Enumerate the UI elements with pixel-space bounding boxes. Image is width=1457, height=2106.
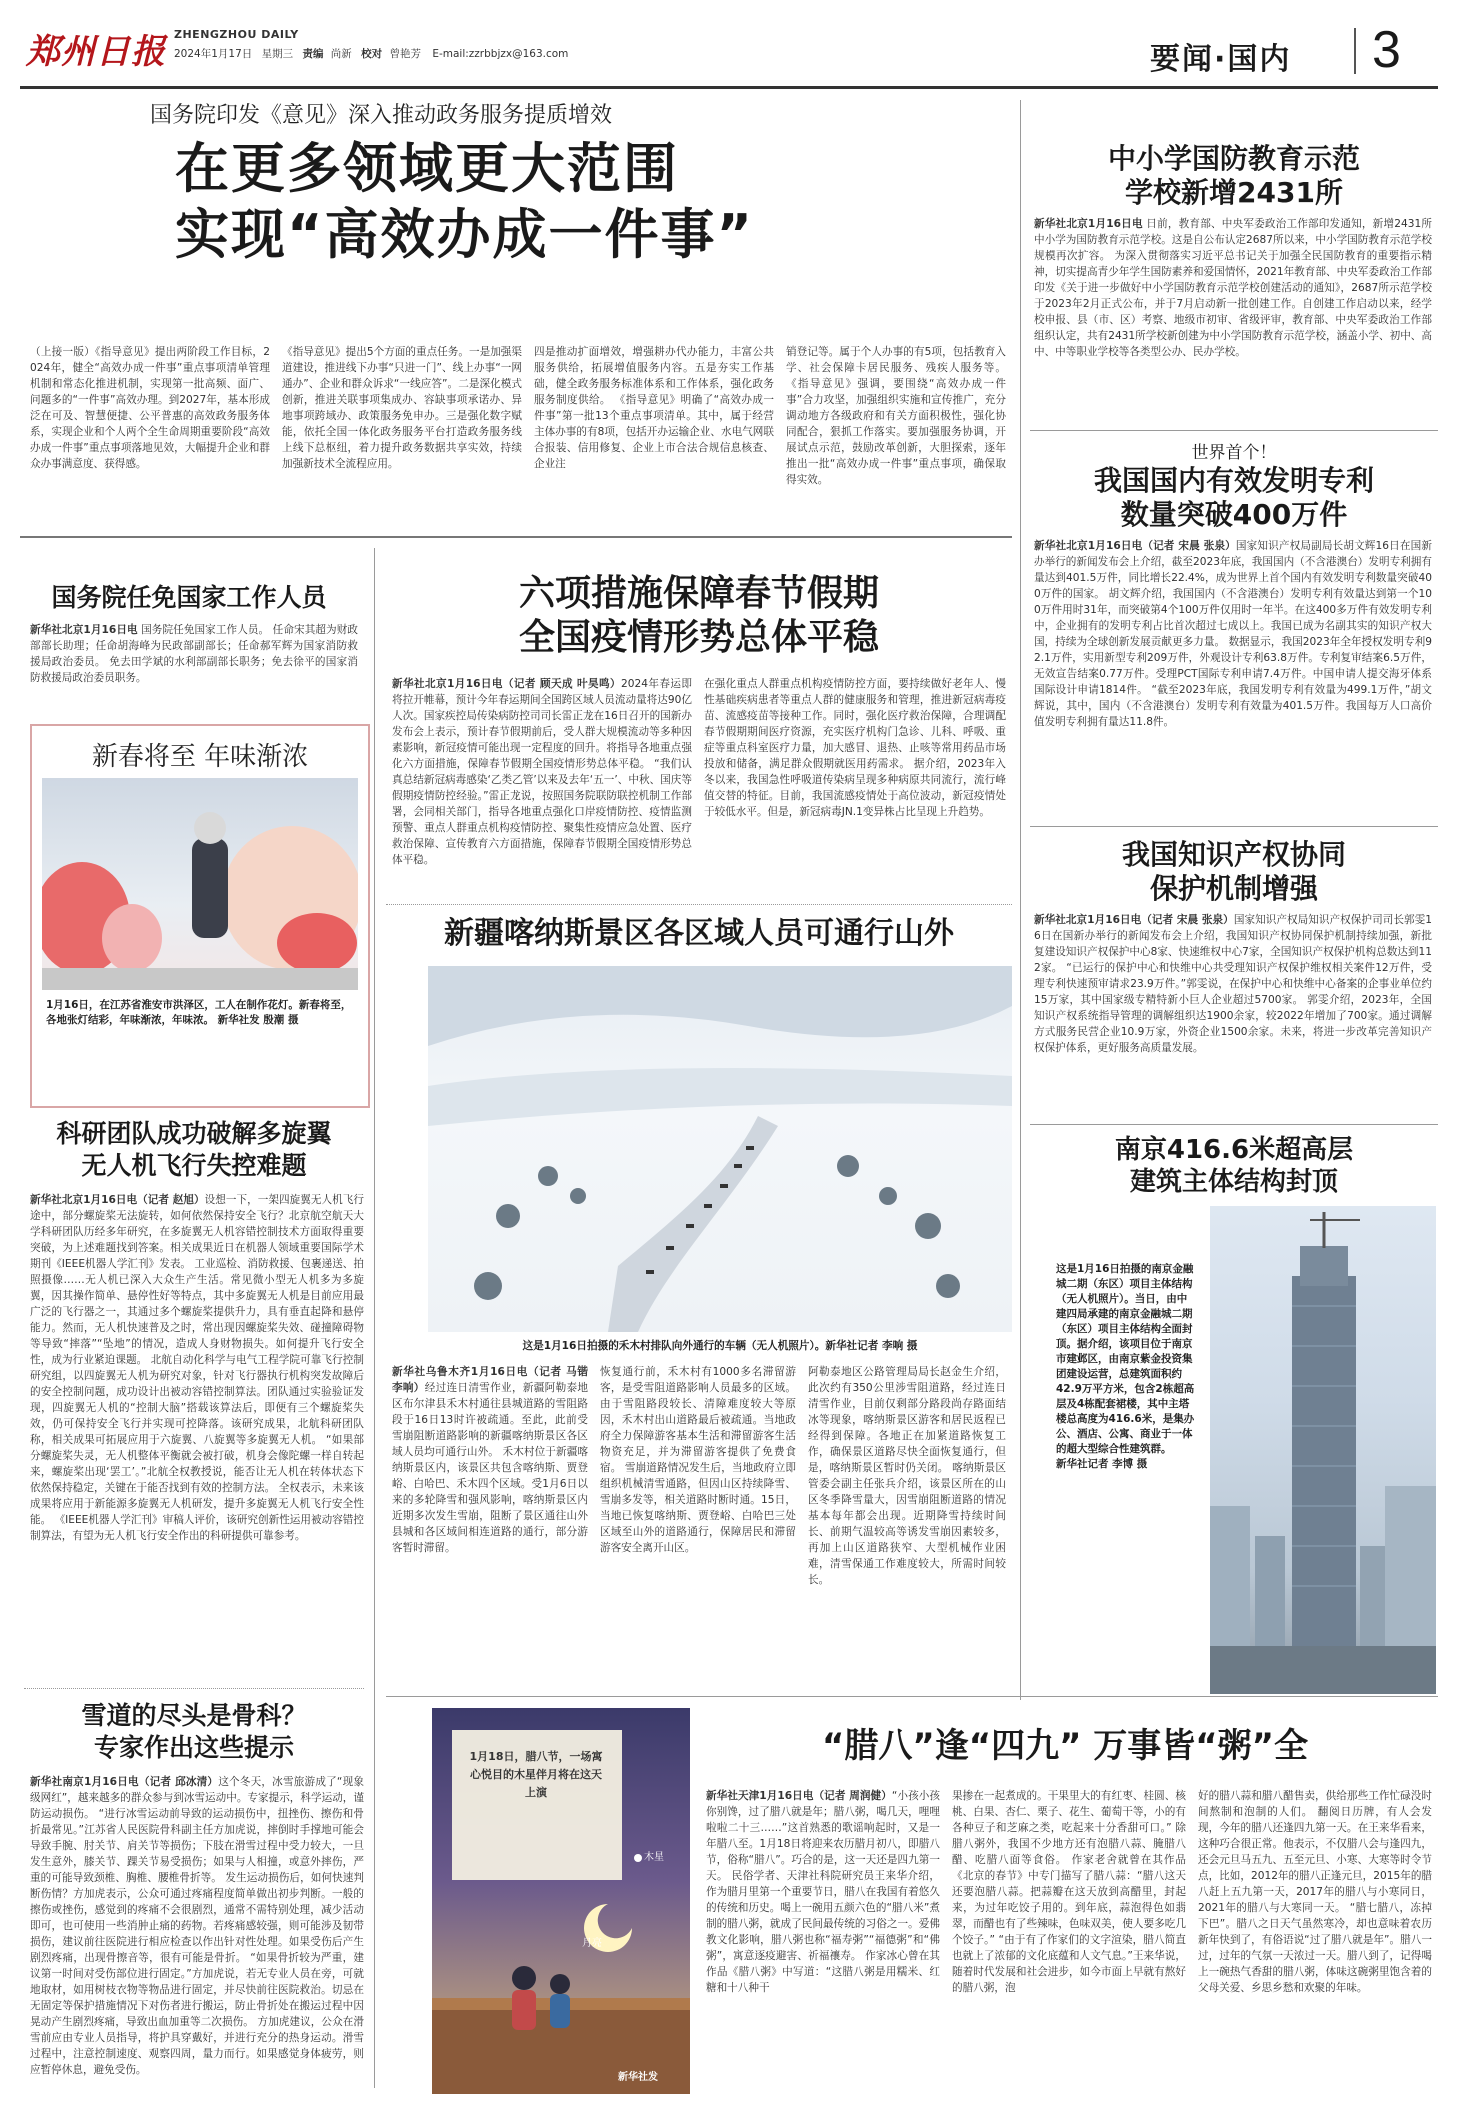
epidemic-text-1: 2024年春运即将拉开帷幕，预计今年春运期间全国跨区域人员流动量将达90亿人次。国家疾控局传染病防控司司长雷正龙在16日召开的国新办发布会上表示，预计春节假期前后，受人群大规模流动等多种因素影响，新冠疫情可能出现一定程度的回升。将指导各地重点强化六方面措施，保障春节假期全国疫情形势总体平稳。 “我们认真总结新冠病毒感染‘乙类乙管’以来及去年‘五一’、中秋、国庆等假期疫情防控经验。”雷正龙说，按照国务院联防联控机制工作部署，会同相关部门，指导各地重点强化口岸疫情防控、疫情监测预警、重点人群重点机构疫情防控、聚集性疫情应急处置、医疗救治保障、宣传教育六方面措施，保障春节假期全国疫情形势总体平稳。 bbox=[392, 678, 692, 866]
drone-rule bbox=[24, 1688, 364, 1689]
ipr-text: 国家知识产权局知识产权保护司司长郭雯16日在国新办举行的新闻发布会上介绍，我国知识产权协同保护机制持续加强，新批复建设知识产权保护中心8家、快速维权中心7家，全国知识产权保护机构总数达到112家。 “已运行的保护中心和快维中心共受理知识产权保护维权相关案件12万件，受理专利快速预审请求23.9万件。”郭雯说，在保护中心和快维中心备案的企事业单位约15万家，其中国家级专精特新小巨人企业超过5700家。 郭雯介绍，2023年，全国知识产权系统指导管理的调解组织达1900余家，较2022年增加了700家。通过调解方式服务民营企业10.9万家，外资企业1500余家。未来，将进一步改革完善知识产权保护体系，更好服务高质量发展。 bbox=[1034, 914, 1432, 1054]
xinjiang-title: 新疆喀纳斯景区各区域人员可通行山外 bbox=[444, 916, 954, 951]
skyscraper-image bbox=[1210, 1206, 1436, 1694]
ipr-dateline: 新华社北京1月16日电（记者 宋晨 张泉） bbox=[1034, 914, 1234, 926]
nanjing-caption-text: 这是1月16日拍摄的南京金融城二期（东区）项目主体结构（无人机照片）。当日，由中建四局承建的南京金融城二期（东区）项目主体结构全面封顶。据介绍，该项目位于南京市建邺区，由南京紫金投资集团建设运营，总建筑面积约42.9万平方米，包含2栋超高层及4栋配套裙楼，其中主塔楼总高度为416.6米，是集办公、酒店、公寓、商业于一体的超大型综合性建筑群。 bbox=[1056, 1263, 1195, 1455]
masthead-logo: 郑州日报 bbox=[26, 32, 166, 72]
appoint-dateline: 新华社北京1月16日电 bbox=[30, 624, 138, 636]
spring-photo-caption: 1月16日，在江苏省淮安市洪泽区，工人在制作花灯。新春将至，各地张灯结彩，年味渐浓，年味浓。 新华社发 殷潮 摄 bbox=[46, 999, 352, 1026]
drone-title-line1: 科研团队成功破解多旋翼 bbox=[56, 1119, 332, 1148]
patent-dateline: 新华社北京1月16日电（记者 宋晨 张泉） bbox=[1034, 540, 1236, 552]
epidemic-col-1 bbox=[392, 676, 692, 892]
defense-dateline: 新华社北京1月16日电 bbox=[1034, 218, 1143, 230]
laba-poster-label-moon: 月亮 bbox=[582, 1938, 602, 1949]
patent-rule bbox=[1030, 826, 1438, 827]
defense-text: 日前，教育部、中央军委政治工作部印发通知，新增2431所中小学为国防教育示范学校。这是自公布认定2687所以来，中小学国防教育示范学校规模再次扩容。 为深入贯彻落实习近平总书记关于加强全民国防教育的重要指示精神，切实提高青少年学生国防素养和爱国情怀，2021年教育部、中央军委政治工作部印发《关于进一步做好中小学国防教育示范学校创建活动的通知》，2687所示范学校于2023年2月正式公布，并于7月启动新一批创建工作。自创建工作启动以来，经学校申报、县（市、区）考察、地级市初审、省级评审，教育部、中央军委政治工作部组织认定，共有2431所学校新创建为中小学国防教育示范学校，涵盖小学、初中、高中、中等职业学校等各类型公办、民办学校。 bbox=[1034, 218, 1432, 358]
drone-title-line2: 无人机飞行失控难题 bbox=[81, 1151, 307, 1180]
issue-weekday: 星期三 bbox=[261, 48, 294, 60]
masthead-meta bbox=[174, 46, 568, 61]
nanjing-title-line1: 南京416.6米超高层 bbox=[1114, 1135, 1354, 1165]
section-name: 要闻·国内 bbox=[1150, 42, 1292, 77]
xinjiang-dateline: 新华社乌鲁木齐1月16日电（记者 马锴 李响） bbox=[392, 1366, 588, 1394]
lead-title-line1: 在更多领域更大范围 bbox=[175, 137, 679, 200]
laba-poster-credit: 新华社发 bbox=[618, 2072, 658, 2083]
snow-road-image bbox=[428, 966, 1012, 1332]
lead-title-line2: 实现“高效办成一件事” bbox=[175, 203, 754, 266]
epidemic-title-line2: 全国疫情形势总体平稳 bbox=[518, 617, 879, 658]
lantern-image bbox=[42, 778, 358, 990]
ipr-title-line2: 保护机制增强 bbox=[1149, 872, 1318, 905]
laba-dateline: 新华社天津1月16日电（记者 周润健） bbox=[706, 1790, 892, 1802]
appoint-body bbox=[30, 622, 358, 706]
spring-photo bbox=[42, 778, 358, 990]
xinjiang-text-1: 经过连日清雪作业，新疆阿勒泰地区布尔津县禾木村通往县城道路的雪阻路段于16日13时许被疏通。至此，此前受雪崩阻断道路影响的新疆喀纳斯景区各区域人员均可通行山外。 禾木村位于新疆喀纳斯景区内，该景区共包含喀纳斯、贾登峪、白哈巴、禾木四个区域。受1月6日以来的多轮降雪和强风影响，喀纳斯景区内近期多次发生雪崩，阻断了景区通往山外县城和各区域间相连道路的通行，部分游客暂时滞留。 bbox=[392, 1382, 588, 1554]
lead-col-2: 《指导意见》提出5个方面的重点任务。一是加强渠道建设，推进线下办事“只进一门”、线上办事“一网通办”、企业和群众诉求“一线应答”。二是深化模式创新，推进关联事项集成办、容缺事项承诺办、异地事项跨域办、政策服务免申办。三是强化数字赋能，依托全国一体化政务服务平台打造政务服务线上线下总枢纽，着力提升政务数据共享实效，持续加强新技术全流程应用。 bbox=[282, 346, 522, 470]
masthead-english: ZHENGZHOU DAILY bbox=[174, 28, 299, 41]
xinjiang-caption: 这是1月16日拍摄的禾木村排队向外通行的车辆（无人机照片）。新华社记者 李响 摄 bbox=[522, 1340, 918, 1352]
nanjing-title-line2: 建筑主体结构封顶 bbox=[1129, 1167, 1338, 1197]
laba-poster bbox=[432, 1708, 690, 2094]
nanjing-credit: 新华社记者 李博 摄 bbox=[1056, 1458, 1148, 1470]
drone-text: 设想一下，一架四旋翼无人机飞行途中，部分螺旋桨无法旋转，如何依然保持安全飞行？北京航空航天大学科研团队历经多年研究，在多旋翼无人机容错控制技术方面取得重要突破，为上述难题找到答案。相关成果近日在机器人领域重要国际学术期刊《IEEE机器人学汇刊》发表。 工业巡检、消防救援、包裹递送、拍照摄像……无人机已深入大众生产生活。常见微小型无人机多为多旋翼，因其操作简单、悬停性好等特点，其中多旋翼无人机是目前应用最广泛的飞行器之一，其通过多个螺旋桨提供升力，具有垂直起降和悬停能力。然而，无人机快速普及之时，常出现因螺旋桨失效、碰撞障碍物等导致“摔落”“坠地”的情况，造成人身财物损失。如何提升飞行安全性，成为行业紧迫课题。 北航自动化科学与电气工程学院可靠飞行控制研究组，以四旋翼无人机为研究对象，针对飞行器执行机构突发故障后的安全控制问题，成功设计出被动容错控制算法。团队通过实验验证发现，四旋翼无人机的“控制大脑”搭载该算法后，即便有三个螺旋桨失效，仍可保持安全飞行并实现可控降落。该研究成果，北航科研团队称，相关成果可拓展应用于六旋翼、八旋翼等多旋翼无人机。 “如果部分螺旋桨失灵，无人机整体平衡就会被打破，机身会像陀螺一样自转起来，螺旋桨出现‘罢工’。”北航全权教授说，能否让无人机在转体状态下依然保持稳定，关键在于能否找到有效的控制方法。 全权表示，未来该成果将应用于新能源多旋翼无人机研发，提升多旋翼无人机飞行安全性能。 《IEEE机器人学汇刊》审稿人评价，该研究创新性运用被动容错控制算法，有望为无人机飞行安全作出的科研提供可靠参考。 bbox=[30, 1194, 364, 1542]
snow-body bbox=[30, 1774, 364, 2090]
laba-text-1: “小孩小孩你别馋，过了腊八就是年；腊八粥，喝几天，哩哩啦啦二十三……”这首熟悉的歌谣响起时，又是一年腊八至。1月18日将迎来农历腊月初八，即腊八节，俗称“腊八”。巧合的是，这一天还是四九第一天。 民俗学者、天津社科院研究员王来华介绍，作为腊月里第一个重要节日，腊八在我国有着悠久的传统和历史。喝上一碗用五颜六色的“腊八米”煮制的腊八粥，就成了民间最传统的习俗之一。爱佛教文化影响，腊八粥也称“福寿粥”“福德粥”和“佛粥”，寓意逐疫避害、祈福禳寿。 作家冰心曾在其作品《腊八粥》中写道：“这腊八粥是用糯米、红糖和十八种干 bbox=[706, 1790, 940, 1994]
epidemic-dateline: 新华社北京1月16日电（记者 顾天成 叶昊鸣） bbox=[392, 678, 622, 690]
editor-email: E-mail:zzrbbjzx@163.com bbox=[432, 48, 569, 60]
lead-col-3: 四是推动扩面增效，增强耕办代办能力，丰富公共服务供给，拓展增值服务内容。五是夯实工作基础，健全政务服务标准体系和工作体系，强化政务服务制度供给。 《指导意见》明确了“高效办成一件事”第一批13个重点事项清单。其中，属于经营主体办事的有8项，包括开办运输企业、水电气网联合报装、信用修复、企业上市合法合规信息核查、企业注 bbox=[534, 346, 774, 470]
defense-rule bbox=[1030, 430, 1438, 431]
spring-photo-box bbox=[30, 724, 370, 1108]
proof-label: 校对 bbox=[361, 48, 383, 60]
patent-title-line1: 我国国内有效发明专利 bbox=[1093, 464, 1374, 497]
defense-title-line1: 中小学国防教育示范 bbox=[1107, 142, 1360, 175]
section-divider bbox=[1354, 28, 1356, 74]
epidemic-col-2: 在强化重点人群重点机构疫情防控方面，要持续做好老年人、慢性基础疾病患者等重点人群的健康服务和管理，推进新冠病毒疫苗、流感疫苗等接种工作。同时，强化医疗救治保障，合理调配春节假期期间医疗资源，充实医疗机构门急诊、儿科、呼吸、重症等重点科室医疗力量，加大感冒、退热、止咳等常用药品市场投放和储备，满足群众假期就医用药需求。 据介绍，2023年入冬以来，我国急性呼吸道传染病呈现多种病原共同流行，流行峰值交替的特征。目前，我国流感疫情处于高位波动，新冠疫情处于较低水平。但是，新冠病毒JN.1变异株占比呈现上升趋势。 bbox=[704, 678, 1006, 818]
patent-title-line2: 数量突破400万件 bbox=[1120, 498, 1348, 531]
lead-col-4: 销登记等。属于个人办事的有5项，包括教育入学、社会保障卡居民服务、残疾人服务等。 《指导意见》强调，要围绕“高效办成一件事”合力攻坚，加强组织实施和宣传推广，充分调动地方各级政府和有关方面积极性，强化协同配合，狠抓工作落实。要加强服务协调，开展试点示范，鼓励改革创新，大胆探索，逐年推出一批“高效办成一件事”重点事项，确保取得实效。 bbox=[786, 346, 1006, 486]
left-column-rule bbox=[374, 548, 375, 2088]
ipr-title-line1: 我国知识产权协同 bbox=[1121, 838, 1346, 871]
issue-date: 2024年1月17日 bbox=[174, 48, 253, 60]
spring-photo-title: 新春将至 年味渐浓 bbox=[91, 742, 309, 772]
masthead bbox=[20, 20, 1438, 84]
epidemic-title-line1: 六项措施保障春节假期 bbox=[518, 573, 879, 614]
patent-kicker: 世界首个！ bbox=[1191, 443, 1277, 463]
laba-poster-text: 1月18日，腊八节，一场寓心悦目的木星伴月将在这天上演 bbox=[469, 1750, 603, 1799]
xinjiang-photo bbox=[428, 966, 1012, 1332]
page-number: 3 bbox=[1372, 21, 1401, 79]
drone-body bbox=[30, 1192, 364, 1676]
editor-name: 尚新 bbox=[330, 48, 352, 60]
nanjing-photo bbox=[1210, 1206, 1436, 1694]
editor-label: 责编 bbox=[302, 48, 324, 60]
right-column-rule bbox=[1020, 100, 1021, 1700]
laba-top-rule bbox=[386, 1696, 1438, 1697]
laba-title: “腊八”逢“四九” 万事皆“粥”全 bbox=[822, 1726, 1308, 1766]
lead-bottom-rule bbox=[20, 536, 1012, 538]
snow-title-line2: 专家作出这些提示 bbox=[93, 1733, 294, 1762]
lead-col-1: （上接一版）《指导意见》提出两阶段工作目标，2024年，健全“高效办成一件事”重点事项清单管理机制和常态化推进机制，实现第一批高频、面广、问题多的“一件事”高效办理。到2027年，基本形成泛在可及、智慧便捷、公平普惠的高效政务服务体系，实现企业和个人两个全生命周期重要阶段“高效办成一件事”重点事项落地见效，大幅提升企业和群众办事满意度、获得感。 bbox=[30, 346, 270, 470]
laba-poster-label-jupiter: 木星 bbox=[644, 1852, 664, 1863]
appoint-text: 国务院任免国家工作人员。 任命宋其超为财政部部长助理；任命胡海峰为民政部副部长；任命郝军辉为国家消防救援局政治委员。 免去田学斌的水利部副部长职务；免去徐平的国家消防救援局政治委员职务。 bbox=[30, 624, 358, 684]
defense-body bbox=[1034, 216, 1432, 424]
drone-dateline: 新华社北京1月16日电（记者 赵旭） bbox=[30, 1194, 205, 1206]
snow-text: 这个冬天，冰雪旅游成了“现象级网红”，越来越多的群众参与到冰雪运动中。专家提示，科学运动，谨防运动损伤。 “进行冰雪运动前导致的运动损伤中，扭挫伤、擦伤和骨折最常见。”江苏省人民医院骨科副主任方加虎说，摔倒时手撑地可能会导致手腕、肘关节、肩关节等损伤；下肢在滑雪过程中受力较大，一旦发生意外，膝关节、踝关节易受损伤；如果与人相撞，或意外摔伤，严重的可能导致颈椎、胸椎、腰椎骨折等。 发生运动损伤后，如何快速判断伤情？方加虎表示，公众可通过疼痛程度简单做出初步判断。一般的擦伤或挫伤，感觉到的疼痛不会很剧烈，通常不需特别处理，减少活动即可，也可使用一些消肿止痛的药物。若疼痛感较强，则可能涉及韧带损伤，建议前往医院进行相应检查以作出针对性处理。如果受伤后产生剧烈疼痛，出现骨擦音等，很有可能是骨折。 “如果骨折较为严重，建议第一时间对受伤部位进行固定。”方加虎说，若无专业人员在旁，可就地取材，如用树枝衣物等物品进行固定，并尽快前往医院救治。切忌在无固定等保护措施情况下对伤者进行搬运，防止骨折处在搬运过程中因晃动产生剧烈疼痛，导致出血加重等二次损伤。 方加虎建议，公众在滑雪前应由专业人员指导，将护具穿戴好，并进行充分的热身运动。滑雪过程中，注意控制速度、观察四周，量力而行。如果感觉身体疲劳，则应暂停休息，避免受伤。 bbox=[30, 1776, 364, 2076]
laba-col-2: 果掺在一起煮成的。干果里大的有红枣、桂圆、核桃、白果、杏仁、栗子、花生、葡萄干等，小的有各种豆子和芝麻之类，吃起来十分香甜可口。” 除腊八粥外，我国不少地方还有泡腊八蒜、腌腊八醋、吃腊八面等食俗。 作家老舍就曾在其作品《北京的春节》中专门描写了腊八蒜：“腊八这天还要泡腊八蒜。把蒜瓣在这天放到高醋里，封起来，为过年吃饺子用的。到年底，蒜泡得色如翡翠，而醋也有了些辣味，色味双美，使人要多吃几个饺子。” “由于有了作家们的文字渲染，腊八简直也就上了浓郁的文化底蕴和人文气息。”王来华说，随着时代发展和社会进步，如今市面上早就有熬好的腊八粥，泡 bbox=[952, 1790, 1186, 1994]
appoint-title: 国务院任免国家工作人员 bbox=[51, 583, 327, 612]
laba-col-3: 好的腊八蒜和腊八醋售卖，供给那些工作忙碌没时间熬制和泡制的人们。 翻阅日历牌，有人会发现，今年的腊八还逢四九第一天。在王来华看来，这种巧合很正常。他表示，不仅腊八会与逢四九，还会元旦马五九、五至元旦、小寒、大寒等时令节点，比如，2012年的腊八正逢元旦，2015年的腊八赶上五九第一天，2017年的腊八与小寒同日，2021年的腊八与大寒同一天。 “腊七腊八，冻掉下巴”。腊八之日天气虽然寒冷，却也意味着农历新年快到了，有俗语说“过了腊八就是年”。腊八一过，过年的气氛一天浓过一天。腊八到了，记得喝上一碗热气香甜的腊八粥，体味这碗粥里饱含着的父母关爱、乡思乡愁和欢聚的年味。 bbox=[1198, 1790, 1432, 1994]
xinjiang-col-2: 恢复通行前，禾木村有1000多名滞留游客，是受雪阻道路影响人员最多的区域。由于雪阻路段较长、清障难度较大等原因，禾木村出山道路最后被疏通。当地政府全力保障游客基本生活和滞留游客生活物资充足，并为滞留游客提供了免费食宿。 雪崩道路情况发生后，当地政府立即组织机械清雪通路，但因山区持续降雪、雪崩多发等，相关道路时断时通。15日，当地已恢复喀纳斯、贾登峪、白哈巴三处区域至山外的道路通行，保障居民和滞留游客安全离开山区。 bbox=[600, 1366, 796, 1554]
masthead-rule bbox=[20, 86, 1438, 89]
nanjing-caption bbox=[1056, 1262, 1196, 1692]
patent-text: 国家知识产权局副局长胡文辉16日在国新办举行的新闻发布会上介绍，截至2023年底，我国国内（不含港澳台）发明专利拥有量达到401.5万件，同比增长22.4%，成为世界上首个国内有效发明专利数量突破400万件的国家。 胡文辉介绍，我国国内（不含港澳台）发明专利有效量达到第一个100万件用时31年，而突破第4个100万件仅用时一年半。在这400多万件有效发明专利中，企业拥有的发明专利占比首次超过七成以上。我国已成为名副其实的知识产权大国，持续为全球创新发展贡献更多力量。 数据显示，我国2023年全年授权发明专利92.1万件，实用新型专利209万件，外观设计专利63.8万件。专利复审结案6.5万件，无效宣告结案0.77万件。受理PCT国际专利申请7.4万件。中国申请人提交海牙体系国际设计申请1814件。 “截至2023年底，我国发明专利有效量为499.1万件，”胡文辉说，其中，国内（不含港澳台）发明专利有效量为401.5万件。我国每万人口高价值发明专利拥有量达11.8件。 bbox=[1034, 540, 1432, 728]
snow-title-line1: 雪道的尽头是骨科？ bbox=[81, 1701, 307, 1730]
xinjiang-col-1 bbox=[392, 1364, 588, 1680]
patent-body bbox=[1034, 538, 1432, 820]
lead-kicker: 国务院印发《意见》深入推动政务服务提质增效 bbox=[150, 103, 613, 128]
laba-col-1 bbox=[706, 1788, 940, 2092]
xinjiang-col-3: 阿勒泰地区公路管理局局长赵金生介绍，此次约有350公里涉雪阻道路，经过连日清雪作业，目前仅剩部分路段尚存路面结冰等现象，喀纳斯景区游客和居民返程已经得到保障。各地正在加紧道路恢复工作，确保景区道路尽快全面恢复通行，但是，喀纳斯景区暂时仍关闭。 喀纳斯景区管委会副主任张兵介绍，该景区所在的山区冬季降雪量大，因雪崩阻断道路的情况基本每年都会出现。近期降雪持续时间长、前期气温较高等诱发雪崩因素较多，再加上山区道路狭窄、大型机械作业困难，清雪保通工作难度较大，所需时间较长。 bbox=[808, 1366, 1006, 1586]
snow-dateline: 新华社南京1月16日电（记者 邱冰清） bbox=[30, 1776, 219, 1788]
proof-name: 曾艳芳 bbox=[389, 48, 421, 60]
defense-title-line2: 学校新增2431所 bbox=[1125, 176, 1343, 209]
ipr-body bbox=[1034, 912, 1432, 1138]
epidemic-rule bbox=[386, 904, 1012, 905]
ipr-rule bbox=[1030, 1124, 1438, 1125]
